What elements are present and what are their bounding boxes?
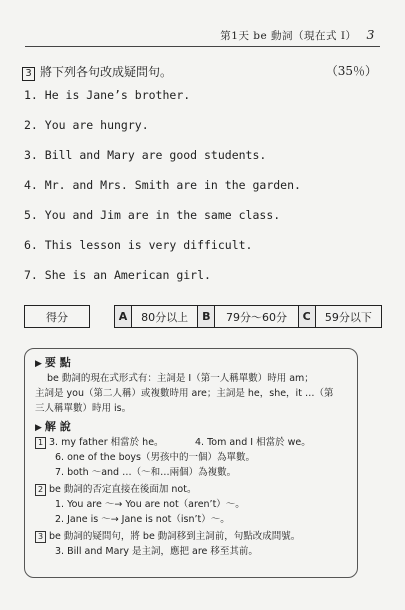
note-line: 7. both ～and …（～和…兩個）為複數。 xyxy=(55,467,237,478)
note-line: 主詞是 you（第二人稱）或複數時用 are；主詞是 he，she，it …（第 xyxy=(35,388,334,399)
note-number-box: 1 xyxy=(35,437,46,449)
note-point-2: 2 be 動詞的否定直接在後面加 not。 xyxy=(35,482,347,497)
header-rule xyxy=(25,46,380,47)
grade-range-b: 79分～60分 xyxy=(215,306,298,328)
exercise-item: 6. This lesson is very difficult. xyxy=(24,238,253,252)
score-label: 得分 xyxy=(25,306,90,328)
question-number-box: 3 xyxy=(22,67,35,81)
note-line: 3. Bill and Mary 是主詞，應把 are 移至其前。 xyxy=(55,546,258,557)
grade-range-a: 80分以上 xyxy=(132,306,198,328)
note-number-box: 3 xyxy=(35,531,46,543)
triangle-bullet-icon: ▶ xyxy=(35,423,42,433)
question-points: （35％） xyxy=(325,64,377,78)
grade-letter-a: A xyxy=(115,306,132,328)
score-blank xyxy=(90,306,115,328)
running-header xyxy=(220,27,375,43)
notes-box xyxy=(24,348,358,578)
grade-range-c: 59分以下 xyxy=(315,306,381,328)
note-line: 6. one of the boys（男孩中的一個）為單數。 xyxy=(55,452,255,463)
page-number: 3 xyxy=(366,27,375,42)
note-line: be 動詞的現在式形式有：主詞是 I（第一人稱單數）時用 am； xyxy=(47,373,314,384)
exercise-item: 3. Bill and Mary are good students. xyxy=(24,148,267,162)
question-heading xyxy=(22,63,172,81)
score-table xyxy=(24,305,382,328)
note-point-1: 1 3. my father 相當於 he。 xyxy=(35,435,347,450)
note-line: 4. Tom and I 相當於 we。 xyxy=(195,437,311,448)
note-line: 1. You are ～→ You are not（aren’t）～。 xyxy=(55,499,245,510)
note-point-3: 3 be 動詞的疑問句，將 be 動詞移到主詞前，句點改成問號。 xyxy=(35,529,347,544)
triangle-bullet-icon: ▶ xyxy=(35,359,42,369)
exercise-item: 7. She is an American girl. xyxy=(24,268,211,282)
grade-letter-c: C xyxy=(298,306,315,328)
exercise-item: 1. He is Jane’s brother. xyxy=(24,88,191,102)
exercise-item: 2. You are hungry. xyxy=(24,118,149,132)
notes-section-explanation: ▶ 解 說 xyxy=(35,420,71,433)
notes-section-key-points: ▶ 要 點 xyxy=(35,356,71,369)
exercise-item: 5. You and Jim are in the same class. xyxy=(24,208,281,222)
header-title: 第1天 be 動詞（現在式 I） xyxy=(220,30,357,42)
note-line: 三人稱單數）時用 is。 xyxy=(35,403,132,414)
note-line: 2. Jane is ～→ Jane is not（isn’t）～。 xyxy=(55,514,230,525)
question-instruction: 將下列各句改成疑問句。 xyxy=(40,65,173,79)
grade-letter-b: B xyxy=(198,306,215,328)
note-number-box: 2 xyxy=(35,484,46,496)
exercise-item: 4. Mr. and Mrs. Smith are in the garden. xyxy=(24,178,301,192)
